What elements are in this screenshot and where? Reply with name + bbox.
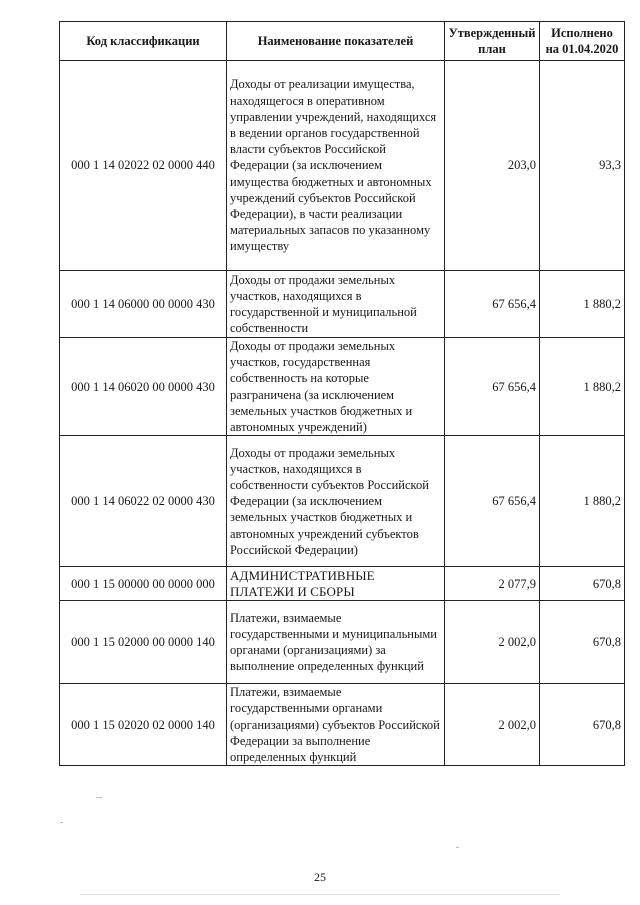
scan-speck [96,797,102,798]
row-done: 1 880,2 [540,338,625,436]
row-done: 1 880,2 [540,436,625,567]
row-name: АДМИНИСТРАТИВНЫЕ ПЛАТЕЖИ И СБОРЫ [227,567,445,601]
row-plan: 67 656,4 [445,436,540,567]
row-plan: 2 002,0 [445,601,540,684]
table-header-row [60,22,625,61]
scan-speck [80,894,560,895]
row-done: 670,8 [540,601,625,684]
header-plan: Утвержденный план [445,22,540,61]
row-name: Доходы от реализации имущества, находящегося в оперативном управлении учреждений, находящихся в ведении органов государственной власти субъектов Российской Федерации (за исключением имущества бюджетных и автономных учреждений субъектов Российской Федерации), в части реализации материальных запасов по указанному имуществу [227,61,445,271]
row-done: 670,8 [540,684,625,766]
row-done: 670,8 [540,567,625,601]
row-done: 93,3 [540,61,625,271]
row-code: 000 1 15 00000 00 0000 000 [60,567,227,601]
table-row [60,601,625,684]
table-row [60,684,625,766]
row-code: 000 1 15 02000 00 0000 140 [60,601,227,684]
table-row [60,338,625,436]
table-row [60,271,625,338]
page-number: 25 [314,870,326,884]
row-name: Платежи, взимаемые государственными и муниципальными органами (организациями) за выполнение определенных функций [227,601,445,684]
row-code: 000 1 14 06022 02 0000 430 [60,436,227,567]
row-name: Доходы от продажи земельных участков, находящихся в государственной и муниципальной собственности [227,271,445,338]
table-row [60,61,625,271]
row-plan: 67 656,4 [445,271,540,338]
header-done: Исполнено на 01.04.2020 [540,22,625,61]
scan-speck [60,822,63,823]
row-plan: 2 077,9 [445,567,540,601]
row-done: 1 880,2 [540,271,625,338]
row-plan: 2 002,0 [445,684,540,766]
table-row [60,567,625,601]
row-code: 000 1 15 02020 02 0000 140 [60,684,227,766]
row-plan: 67 656,4 [445,338,540,436]
row-name: Платежи, взимаемые государственными органами (организациями) субъектов Российской Федерации за выполнение определенных функций [227,684,445,766]
budget-table [59,21,625,766]
row-plan: 203,0 [445,61,540,271]
row-code: 000 1 14 02022 02 0000 440 [60,61,227,271]
header-name: Наименование показателей [227,22,445,61]
row-code: 000 1 14 06000 00 0000 430 [60,271,227,338]
row-name: Доходы от продажи земельных участков, находящихся в собственности субъектов Российской Федерации (за исключением земельных участков бюджетных и автономных учреждений субъектов Российской Федерации) [227,436,445,567]
row-name: Доходы от продажи земельных участков, государственная собственность на которые разграничена (за исключением земельных участков бюджетных и автономных учреждений) [227,338,445,436]
scan-speck [456,847,459,848]
header-code: Код классификации [60,22,227,61]
row-code: 000 1 14 06020 00 0000 430 [60,338,227,436]
table-row [60,436,625,567]
